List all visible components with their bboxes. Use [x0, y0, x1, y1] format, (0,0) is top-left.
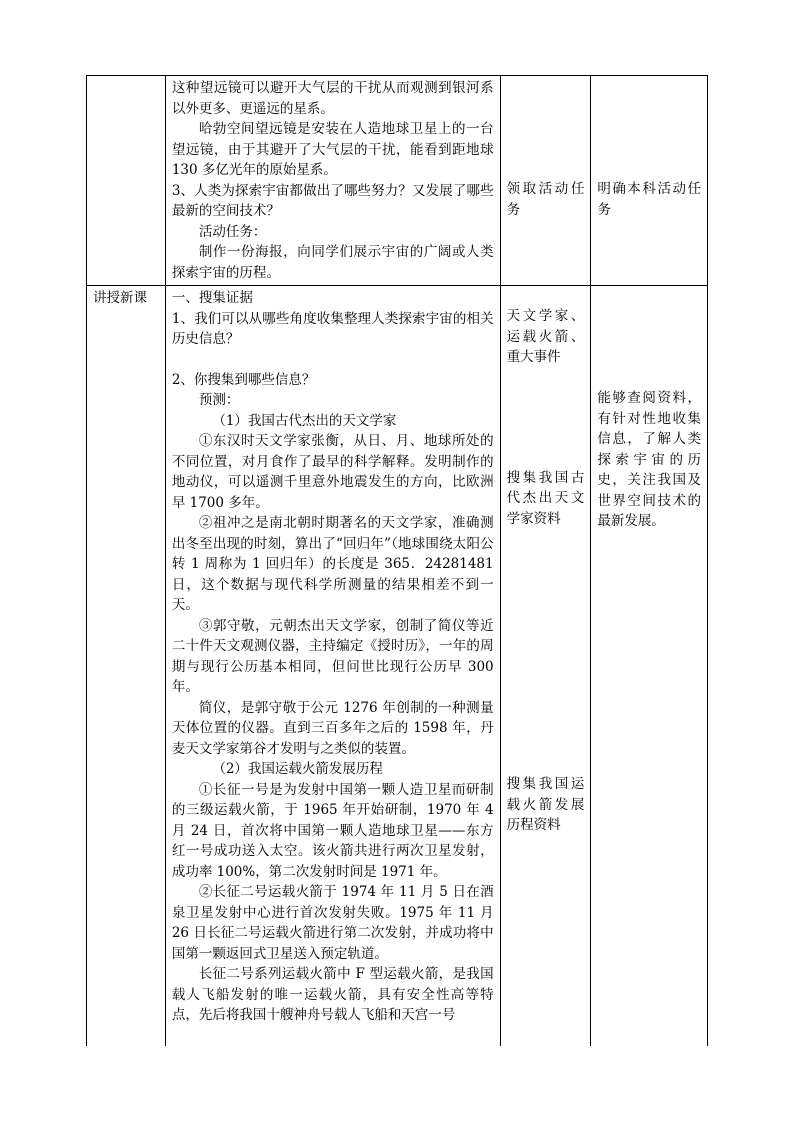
student-activity-item: 天文学家、运载火箭、重大事件 — [506, 308, 585, 365]
stage-cell — [87, 286, 166, 1046]
paragraph: ①东汉时天文学家张衡，从日、月、地球所处的不同位置，对月食作了最早的科学解释。发明制作的地动仪，可以遥测千里意外地震发生的方向，比欧洲早 1700 多年。 — [171, 433, 494, 511]
teacher-activity-cell — [165, 76, 500, 286]
design-intent-text: 明确本科活动任务 — [597, 181, 701, 218]
paragraph: 制作一份海报，向同学们展示宇宙的广阔或人类探索宇宙的历程。 — [171, 244, 494, 281]
paragraph: 2、你搜集到哪些信息？ — [171, 371, 316, 388]
paragraph: 长征二号系列运载火箭中 F 型运载火箭，是我国载人飞船发射的唯一运载火箭，具有安全性高等特点，先后将我国十艘神舟号载人飞船和天宫一号 — [171, 966, 494, 1023]
design-intent-cell — [591, 286, 708, 1046]
paragraph: ①长征一号是为发射中国第一颗人造卫星而研制的三级运载火箭，于 1965 年开始研制，1970 年 4 月 24 日，首次将中国第一颗人造地球卫星——东方红一号成功送入太空。该火箭共进行两次卫星发射，成功率 100%，第二次发射时间是 1971 年。 — [171, 781, 494, 880]
table-row — [87, 76, 708, 286]
lesson-plan-table — [86, 75, 708, 1046]
paragraph: 预测： — [198, 392, 240, 408]
paragraph: ③郭守敬，元朝杰出天文学家，创制了简仪等近二十件天文观测仪器，主持编定《授时历》，一年的周期与现行公历基本相同，但问世比现行公历早 300 年。 — [171, 617, 494, 695]
teacher-activity-text — [172, 78, 494, 283]
paragraph: 这种望远镜可以避开大气层的干扰从而观测到银河系以外更多、更遥远的星系。 — [171, 80, 494, 117]
paragraph: 1、我们可以从哪些角度收集整理人类探索宇宙的相关历史信息？ — [171, 310, 494, 347]
paragraph: 一、搜集证据 — [171, 290, 253, 306]
paragraph: 3、人类为探索宇宙都做出了哪些努力？又发展了哪些最新的空间技术？ — [171, 182, 494, 219]
teacher-activity-text — [172, 288, 494, 1026]
design-intent-text: 能够查阅资料，有针对性地收集信息，了解人类探索宇宙的历史，关注我国及世界空间技术的最新发展。 — [597, 390, 701, 529]
design-intent-cell — [591, 76, 708, 286]
paragraph: 简仪，是郭守敬于公元 1276 年创制的一种测量天体位置的仪器。直到三百多年之后的 1598 年，丹麦天文学家第谷才发明与之类似的装置。 — [171, 699, 494, 757]
paragraph — [172, 350, 494, 370]
paragraph: （1）我国古代杰出的天文学家 — [212, 412, 397, 429]
stage-cell — [87, 76, 166, 286]
student-activity-text: 领取活动任务 — [506, 181, 585, 218]
teacher-activity-cell — [165, 286, 500, 1046]
student-activity-cell — [500, 76, 591, 286]
student-activity-item: 搜集我国古代杰出天文学家资料 — [506, 469, 585, 527]
paragraph: 活动任务： — [198, 223, 267, 240]
stage-label: 讲授新课 — [93, 290, 147, 306]
table-row — [87, 286, 708, 1046]
paragraph: ②祖冲之是南北朝时期著名的天文学家，准确测出冬至出现的时刻，算出了“回归年”（地球围绕太阳公转 1 周称为 1 回归年）的长度是 365．24281481 日，这个数据与现代科学所测量的结果相差不到一天。 — [171, 515, 494, 613]
student-activity-item: 搜集我国运载火箭发展历程资料 — [506, 776, 585, 833]
paragraph: （2）我国运载火箭发展历程 — [212, 761, 383, 777]
paragraph: 哈勃空间望远镜是安装在人造地球卫星上的一台望远镜，由于其避开了大气层的干扰，能看到距地球 130 多亿光年的原始星系。 — [171, 121, 494, 178]
paragraph: ②长征二号运载火箭于 1974 年 11 月 5 日在酒泉卫星发射中心进行首次发射失败。1975 年 11 月 26 日长征二号运载火箭进行第二次发射，并成功将中国第一颗返回式卫星送入预定轨道。 — [171, 884, 494, 962]
student-activity-cell — [500, 286, 591, 1046]
